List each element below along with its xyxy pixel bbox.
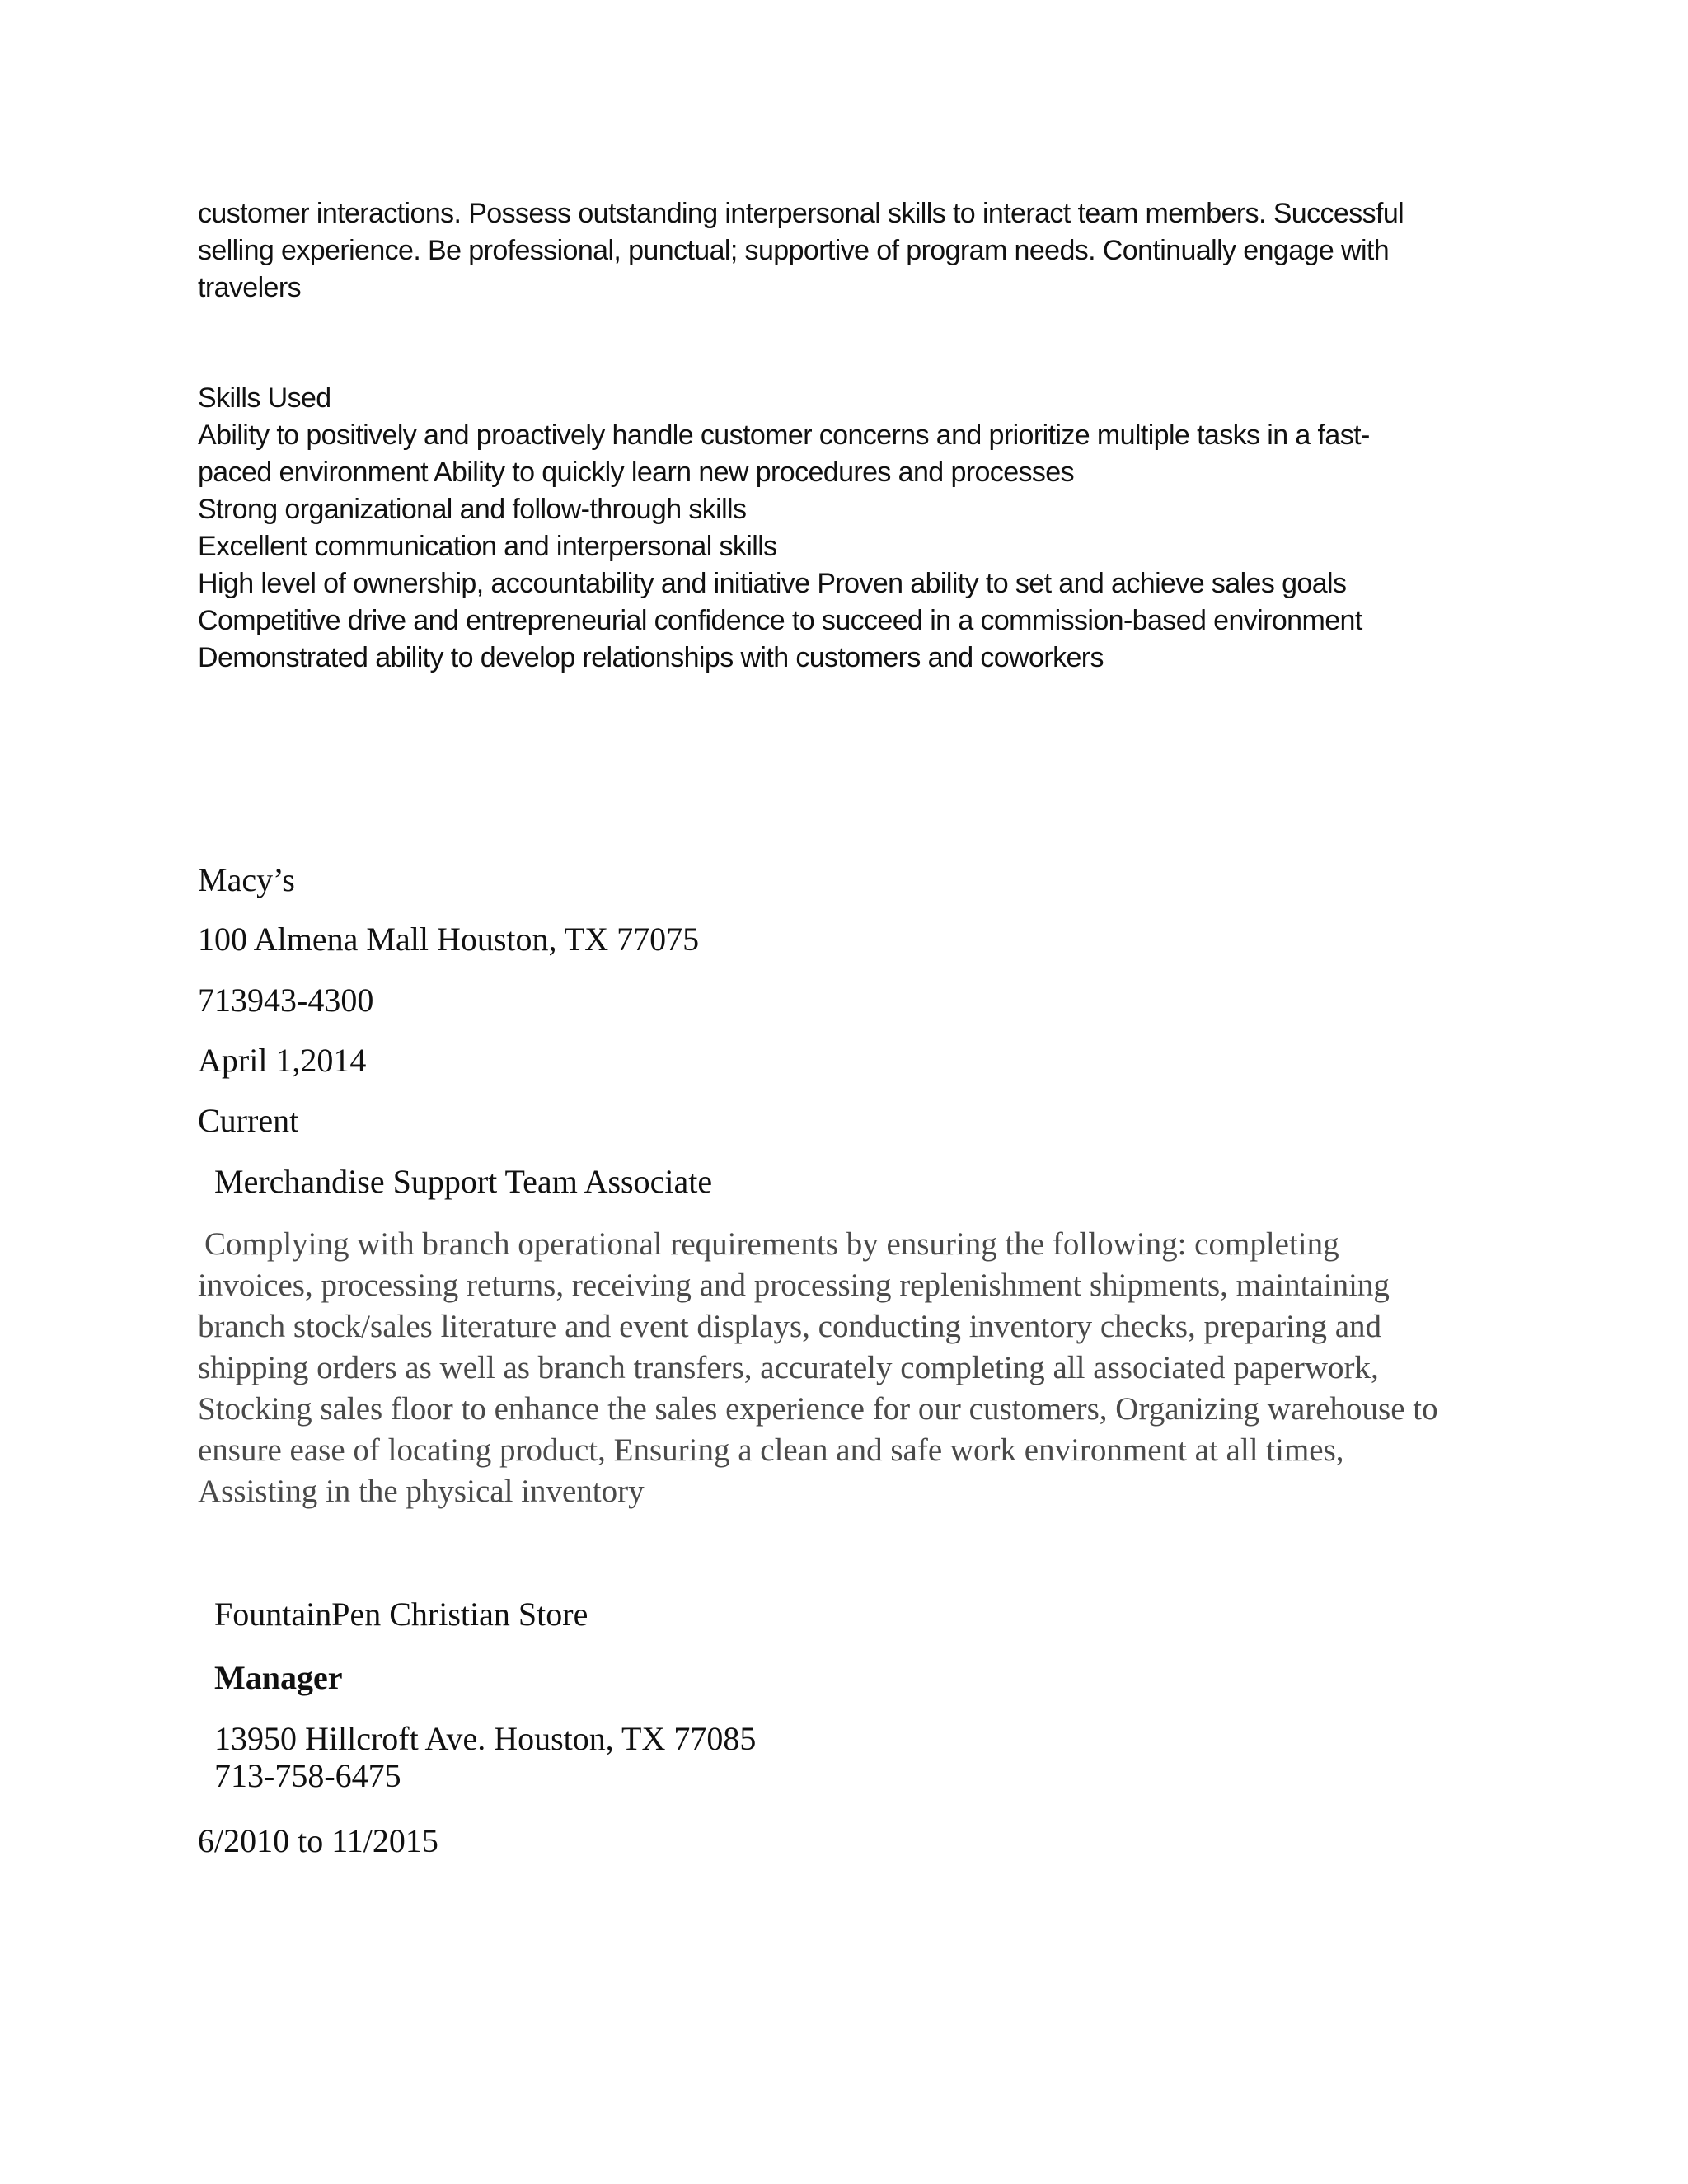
- skill-line: Competitive drive and entrepreneurial confidence to succeed in a commission-based environment: [198, 605, 1362, 636]
- description-line: Complying with branch operational requirements by ensuring the following: completing: [204, 1226, 1339, 1262]
- summary-paragraph: [198, 195, 1492, 307]
- job2-employer: FountainPen Christian Store: [214, 1596, 588, 1633]
- skill-line: Ability to positively and proactively handle customer concerns and prioritize multiple tasks in a fast-: [198, 419, 1370, 451]
- skills-heading: Skills Used: [198, 382, 331, 414]
- summary-line: customer interactions. Possess outstanding interpersonal skills to interact team members. Successful: [198, 198, 1404, 229]
- skill-line: Strong organizational and follow-through skills: [198, 494, 747, 525]
- description-line: invoices, processing returns, receiving and processing replenishment shipments, maintaining: [198, 1268, 1390, 1303]
- description-line: Assisting in the physical inventory: [198, 1474, 645, 1509]
- skill-line: High level of ownership, accountability and initiative Proven ability to set and achieve sales goals: [198, 568, 1347, 599]
- job2-title: Manager: [214, 1659, 343, 1696]
- job1-title: Merchandise Support Team Associate: [214, 1163, 713, 1200]
- description-line: branch stock/sales literature and event displays, conducting inventory checks, preparing and: [198, 1309, 1382, 1344]
- job1-address: 100 Almena Mall Houston, TX 77075: [198, 921, 700, 958]
- description-line: Stocking sales floor to enhance the sales experience for our customers, Organizing warehouse to: [198, 1391, 1438, 1427]
- skill-line: paced environment Ability to quickly learn new procedures and processes: [198, 457, 1075, 488]
- job1-end-date: Current: [198, 1102, 299, 1139]
- summary-line: selling experience. Be professional, punctual; supportive of program needs. Continually engage with: [198, 235, 1390, 266]
- skill-line: Demonstrated ability to develop relationships with customers and coworkers: [198, 642, 1104, 673]
- job2-dates: 6/2010 to 11/2015: [198, 1822, 438, 1859]
- description-line: shipping orders as well as branch transfers, accurately completing all associated paperwork,: [198, 1350, 1379, 1385]
- job1-employer: Macy’s: [198, 861, 295, 898]
- skills-list: [198, 417, 1370, 677]
- job2-phone: 713-758-6475: [214, 1757, 401, 1794]
- summary-line: travelers: [198, 272, 301, 303]
- skill-line: Excellent communication and interpersonal skills: [198, 531, 777, 562]
- job1-phone: 713943-4300: [198, 982, 374, 1019]
- job1-description: [198, 1224, 1517, 1512]
- job2-address: 13950 Hillcroft Ave. Houston, TX 77085: [214, 1720, 757, 1757]
- description-line: ensure ease of locating product, Ensuring a clean and safe work environment at all times,: [198, 1432, 1344, 1468]
- job1-start-date: April 1,2014: [198, 1042, 367, 1079]
